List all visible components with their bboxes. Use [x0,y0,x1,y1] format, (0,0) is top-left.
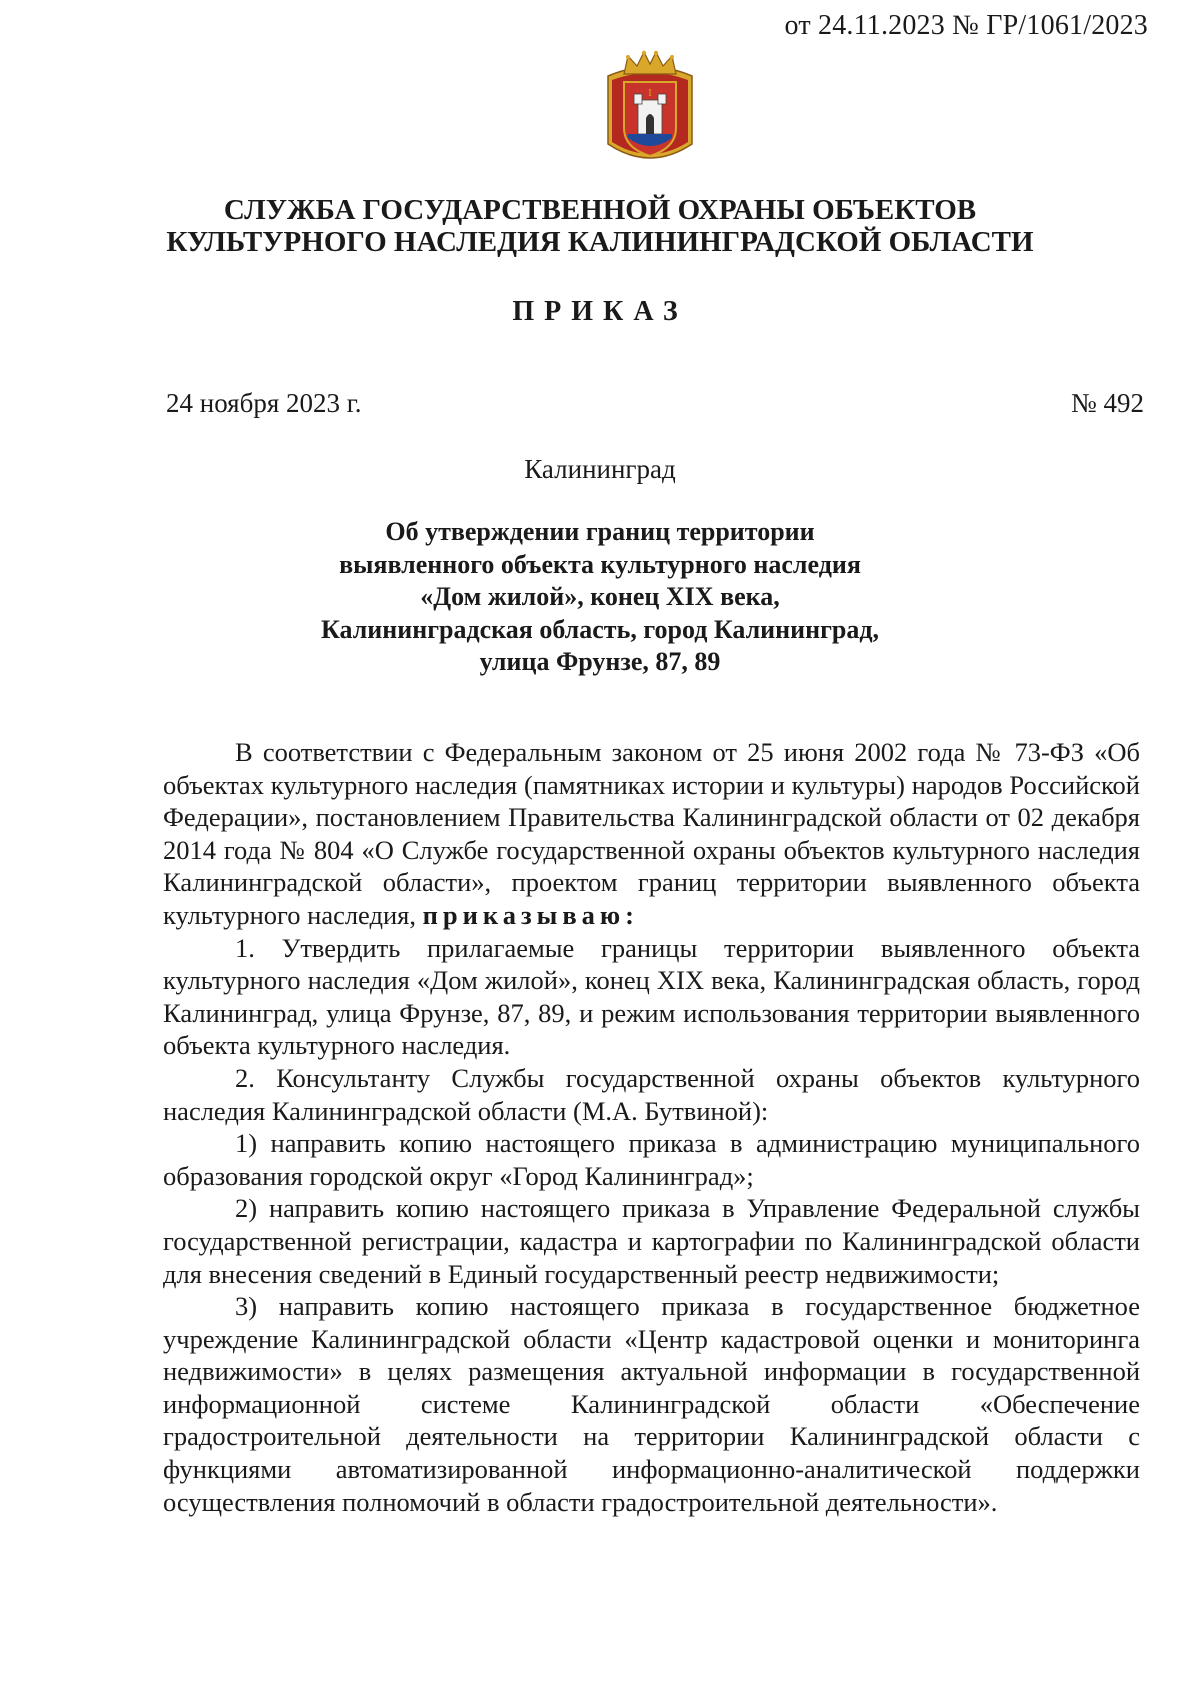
title-line-4: Калининградская область, город Калининград, [320,614,880,644]
org-line-2: КУЛЬТУРНОГО НАСЛЕДИЯ КАЛИНИНГРАДСКОЙ ОБЛАСТИ [166,226,1034,258]
svg-text:Ⅰ: Ⅰ [648,89,652,99]
document-title [0,516,1200,679]
coat-of-arms-icon [604,48,696,170]
item-2-2: 2) направить копию настоящего приказа в Управление Федеральной службы государственной регистрации, кадастра и картографии по Калининградской области для внесения сведений в Единый государственный реестр недвижимости; [163,1193,1140,1289]
item-2: 2. Консультанту Службы государственной охраны объектов культурного наследия Калининградской области (М.А. Бутвиной): [163,1062,1140,1126]
title-line-3: «Дом жилой», конец XIX века, [420,582,780,611]
kaliningrad-coat-of-arms-icon [604,48,696,170]
preamble-paragraph [163,736,1140,932]
document-body [163,736,1140,1518]
document-type: ПРИКАЗ [512,296,688,327]
order-word: приказываю: [422,899,639,930]
preamble-text: В соответствии с Федеральным законом от 25 июня 2002 года № 73-ФЗ «Об объектах культурного наследия (памятниках истории и культуры) народов Российской Федерации», постановлением Правительства Калининградской области от 02 декабря 2014 года № 804 «О Службе государственной охраны объектов культурного наследия Калининградской области», проектом границ территории выявленного объекта культурного наследия, [163,737,1140,930]
title-line-1: Об утверждении границ территории [385,517,815,546]
title-line-2: выявленного объекта культурного наследия [339,549,861,579]
item-2-1: 1) направить копию настоящего приказа в администрацию муниципального образования городской округ «Город Калининград»; [163,1128,1140,1191]
organization-name [0,194,1200,258]
document-date: 24 ноября 2023 г. [166,388,362,418]
title-line-5: улица Фрунзе, 87, 89 [479,647,721,676]
document-number: № 492 [1070,388,1144,418]
item-1: 1. Утвердить прилагаемые границы территории выявленного объекта культурного наследия «Дом жилой», конец XIX века, Калининградская область, город Калининград, улица Фрунзе, 87, 89, и режим использования территории выявленного объекта культурного наследия. [163,932,1140,1061]
document-city: Калининград [524,454,676,484]
item-2-3: 3) направить копию настоящего приказа в государственное бюджетное учреждение Калининградской области «Центр кадастровой оценки и мониторинга недвижимости» в целях размещения актуальной информации в государственной информационной системе Калининградской области «Обеспечение градостроительной деятельности на территории Калининградской области с функциями автоматизированной информационно-аналитической поддержки осуществления полномочий в области градостроительной деятельности». [163,1291,1140,1517]
org-line-1: СЛУЖБА ГОСУДАРСТВЕННОЙ ОХРАНЫ ОБЪЕКТОВ [223,194,977,226]
registration-number: от 24.11.2023 № ГР/1061/2023 [784,10,1148,41]
